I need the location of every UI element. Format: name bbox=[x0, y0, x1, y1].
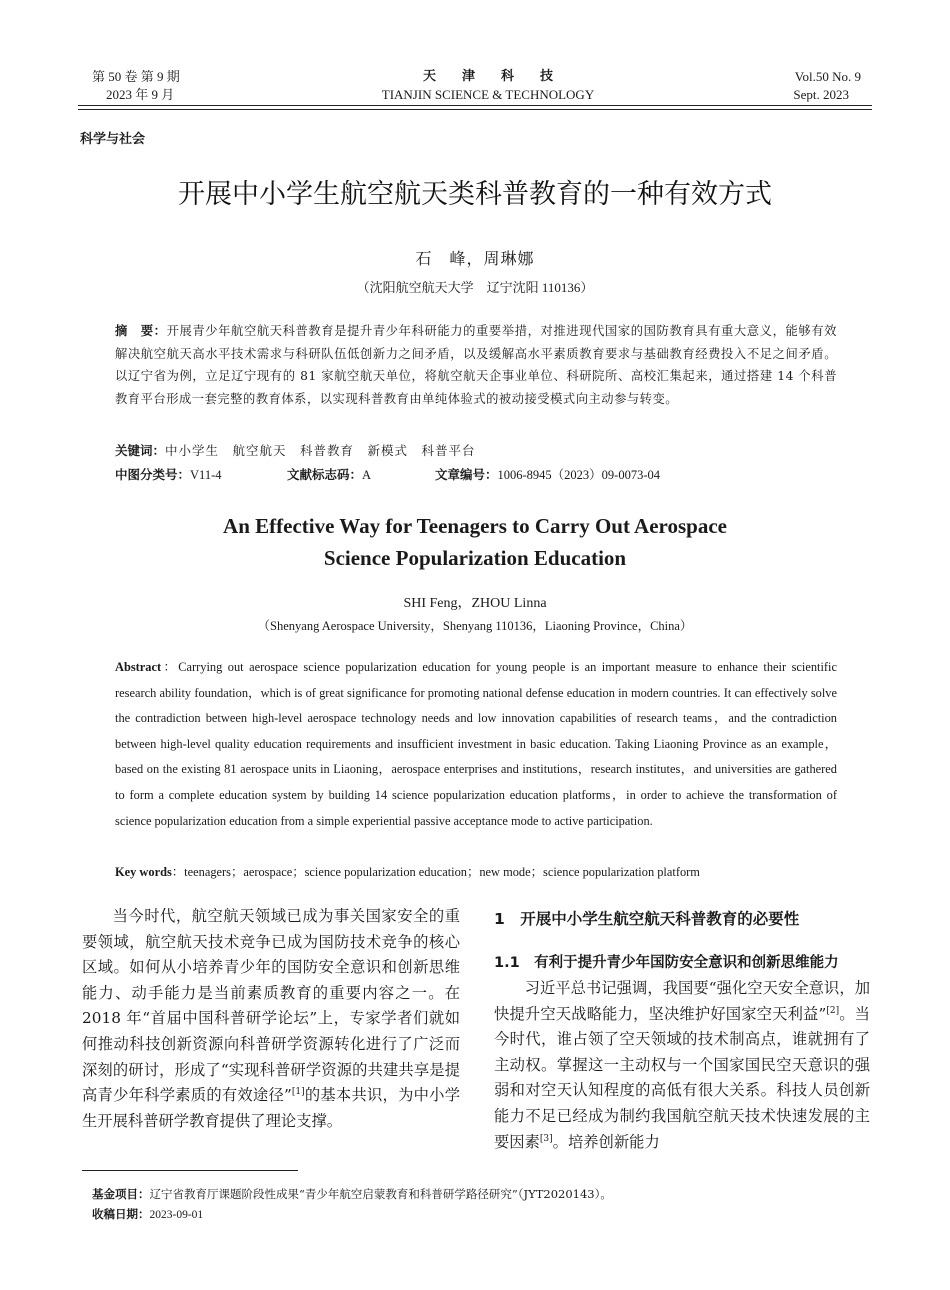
body-text: 当今时代，航空航天领域已成为事关国家安全的重要领域，航空航天技术竞争已成为国防技术竞争的核心区域。如何从小培养青少年的国防安全意识和创新思维能力、动手能力是当前素质教育的重要内容之一。在 2018 年“首届中国科普研学论坛”上，专家学者们就如何推动科技创新资源向科普研学资源转化进行了广泛而深刻的研讨，形成了“实现科普研学资源的共建共享是提高青少年科学素质的有效途径” bbox=[82, 907, 460, 1105]
abstract-en bbox=[115, 655, 837, 834]
body-paragraph bbox=[494, 976, 870, 1155]
funding-note bbox=[92, 1184, 872, 1204]
abstract-cn-text: 开展青少年航空航天科普教育是提升青少年科研能力的重要举措，对推进现代国家的国防教育具有重大意义，能够有效解决航空航天高水平技术需求与科研队伍低创新力之间矛盾，以及缓解高水平素质教育要求与基础教育经费投入不足之间矛盾。以辽宁省为例，立足辽宁现有的 81 家航空航天单位，将航空航天企事业单位、科研院所、高校汇集起来，通过搭建 14 个科普教育平台形成一套完整的教育体系，以实现科普教育由单纯体验式的被动接受模式向主动参与转变。 bbox=[115, 324, 837, 406]
volume-issue-en: Vol.50 No. 9 bbox=[794, 69, 861, 84]
body-text: 。培养创新能力 bbox=[552, 1132, 660, 1151]
body-paragraph bbox=[82, 904, 460, 1134]
volume-info-en bbox=[793, 68, 861, 104]
received-date bbox=[92, 1204, 872, 1225]
doc-value: A bbox=[362, 468, 372, 482]
journal-name-cn: 天 津 科 技 bbox=[422, 69, 553, 84]
clc-value: V11-4 bbox=[190, 468, 222, 482]
keywords-en-text: ：teenagers；aerospace；science popularization education；new mode；science popularization platform bbox=[171, 865, 700, 879]
doc-label: 文献标志码： bbox=[287, 467, 363, 482]
abstract-cn bbox=[115, 320, 837, 410]
header-rule-thick bbox=[78, 105, 872, 106]
body-column-left bbox=[82, 904, 460, 1134]
received-date-value: 2023-09-01 bbox=[149, 1209, 204, 1221]
funding-label: 基金项目： bbox=[92, 1187, 150, 1201]
keywords-en-label: Key words bbox=[115, 865, 172, 879]
authors-cn: 石 峰，周琳娜 bbox=[415, 249, 535, 268]
clc-code bbox=[115, 467, 222, 482]
journal-name-en: TIANJIN SCIENCE & TECHNOLOGY bbox=[381, 87, 595, 102]
header-rule-thin bbox=[78, 109, 872, 110]
body-text: 。当今时代，谁占领了空天领域的技术制高点，谁就拥有了主动权。掌握这一主动权与一个国家国民空天意识的强弱和对空天认知程度的高低有很大关系。科技人员创新能力不足已经成为制约我国航空航天技术快速发展的主要因素 bbox=[494, 1004, 870, 1151]
affiliation-cn: （沈阳航空航天大学 辽宁沈阳 110136） bbox=[356, 280, 594, 295]
received-date-label: 收稿日期： bbox=[92, 1207, 150, 1221]
body-column-right bbox=[494, 906, 870, 1155]
affiliation-en: （Shenyang Aerospace University，Shenyang 110136，Liaoning Province，China） bbox=[257, 619, 693, 633]
footnote-rule bbox=[82, 1170, 298, 1171]
abstract-cn-label: 摘 要： bbox=[115, 324, 167, 338]
body-text: 的基本共识，为中小学生开展科普研学教育提供了理论支撑。 bbox=[82, 1086, 460, 1130]
date-cn: 2023 年 9 月 bbox=[106, 87, 175, 102]
keywords-cn-text: 中小学生 航空航天 科普教育 新模式 科普平台 bbox=[165, 443, 476, 458]
citation-ref: [1] bbox=[291, 1087, 305, 1098]
classification-line bbox=[115, 464, 837, 486]
citation-ref: [3] bbox=[539, 1133, 553, 1144]
volume-issue-cn: 第 50 卷 第 9 期 bbox=[92, 69, 180, 84]
funding-text: 辽宁省教育厅课题阶段性成果“青少年航空启蒙教育和科普研学路径研究”（JYT2020143）。 bbox=[149, 1187, 612, 1201]
section-tag: 科学与社会 bbox=[80, 132, 146, 147]
body-text: 习近平总书记强调，我国要“强化空天安全意识，加快提升空天战略能力，坚决维护好国家空天利益” bbox=[494, 979, 870, 1023]
page-title: 开展中小学生航空航天类科普教育的一种有效方式 bbox=[178, 179, 772, 210]
article-value: 1006-8945（2023）09-0073-04 bbox=[497, 468, 661, 482]
keywords-en bbox=[115, 861, 837, 883]
english-title-line1: An Effective Way for Teenagers to Carry Out Aerospace bbox=[223, 514, 727, 538]
authors-en: SHI Feng，ZHOU Linna bbox=[403, 596, 547, 611]
footnote bbox=[92, 1184, 872, 1225]
english-title-line2: Science Popularization Education bbox=[323, 546, 627, 570]
abstract-en-text: ：Carrying out aerospace science popularization education for young people is an important measure to enhance their scientific research ability foundation，which is of great significance for promoting national defense education in modern countries. It can effectively solve the contradiction between high-level aerospace technology needs and low innovation capabilities of research teams，and the contradiction between high-level quality education requirements and insufficient investment in basic education. Taking Liaoning Province as an example，based on the existing 81 aerospace units in Liaoning，aerospace enterprises and institutions，research institutes，and universities are gathered to form a complete education system by building 14 science popularization education platforms，in order to achieve the transformation of science popularization education from a simple experiential passive acceptance mode to active participation. bbox=[115, 660, 837, 828]
issue-info bbox=[92, 68, 180, 104]
journal-name bbox=[300, 68, 676, 104]
keywords-cn-label: 关键词： bbox=[115, 443, 166, 458]
doc-code bbox=[287, 464, 371, 486]
keywords-cn bbox=[115, 440, 476, 462]
section-heading-1-1: 1.1 有利于提升青少年国防安全意识和创新思维能力 bbox=[494, 955, 839, 971]
article-label: 文章编号： bbox=[435, 467, 498, 482]
clc-label: 中图分类号： bbox=[115, 467, 191, 482]
abstract-en-label: Abstract bbox=[115, 660, 162, 674]
citation-ref: [2] bbox=[826, 1005, 840, 1016]
section-heading-1: 1 开展中小学生航空航天科普教育的必要性 bbox=[494, 910, 800, 928]
date-en: Sept. 2023 bbox=[793, 87, 849, 102]
english-title bbox=[0, 510, 950, 574]
article-number bbox=[435, 464, 660, 486]
